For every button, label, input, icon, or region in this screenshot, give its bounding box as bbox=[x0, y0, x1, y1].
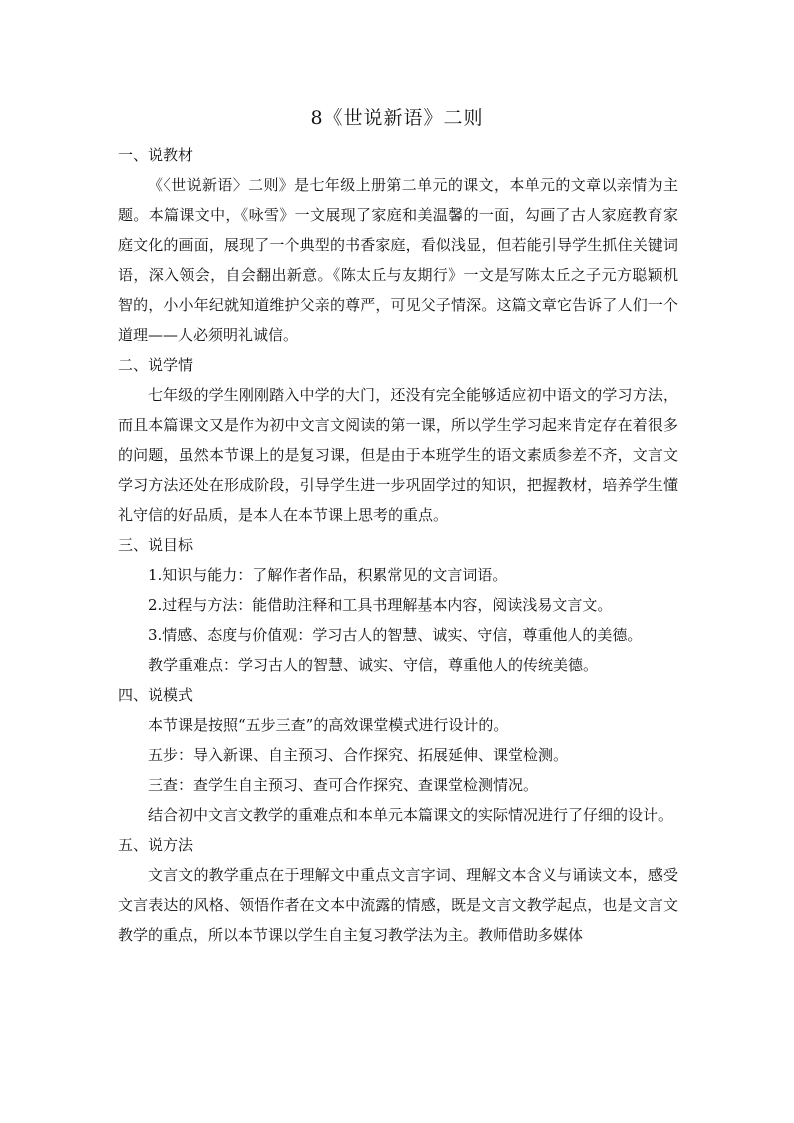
document-body bbox=[118, 140, 678, 950]
mode-item: 五步：导入新课、自主预习、合作探究、拓展延伸、课堂检测。 bbox=[148, 746, 569, 764]
objective-item: 1.知识与能力：了解作者作品，积累常见的文言词语。 bbox=[148, 566, 508, 584]
mode-item: 三查：查学生自主预习、查可合作探究、查课堂检测情况。 bbox=[148, 776, 539, 794]
section-heading-methods: 五、说方法 bbox=[118, 836, 194, 854]
objective-item: 3.情感、态度与价值观：学习古人的智慧、诚实、守信，尊重他人的美德。 bbox=[148, 626, 643, 644]
document-title: 8《世说新语》二则 bbox=[310, 107, 484, 129]
section-heading-teaching-material: 一、说教材 bbox=[118, 146, 194, 164]
key-difficulty-line: 教学重难点：学习古人的智慧、诚实、守信，尊重他人的传统美德。 bbox=[148, 656, 599, 674]
mode-item: 本节课是按照“五步三查”的高效课堂模式进行设计的。 bbox=[148, 716, 509, 734]
section-heading-mode: 四、说模式 bbox=[118, 686, 194, 704]
section-heading-objectives: 三、说目标 bbox=[118, 536, 194, 554]
section-paragraph: 《〈世说新语〉二则》是七年级上册第二单元的课文，本单元的文章以亲情为主题。本篇课文中，《咏雪》一文展现了家庭和美温馨的一面，勾画了古人家庭教育家庭文化的画面，展现了一个典型的书香家庭，看似浅显，但若能引导学生抓住关键词语，深入领会，自会翻出新意。《陈太丘与友期行》一文是写陈太丘之子元方聪颖机智的，小小年纪就知道维护父亲的尊严，可见父子情深。这篇文章它告诉了人们一个道理——人必须明礼诚信。 bbox=[118, 176, 678, 344]
section-paragraph: 结合初中文言文教学的重难点和本单元本篇课文的实际情况进行了仔细的设计。 bbox=[148, 806, 674, 824]
section-paragraph: 文言文的教学重点在于理解文中重点文言字词、理解文本含义与诵读文本，感受文言表达的风格、领悟作者在文本中流露的情感，既是文言文教学起点，也是文言文教学的重点，所以本节课以学生自主复习教学法为主。教师借助多媒体 bbox=[118, 866, 678, 944]
objective-item: 2.过程与方法：能借助注释和工具书理解基本内容，阅读浅易文言文。 bbox=[148, 596, 613, 614]
section-paragraph: 七年级的学生刚刚踏入中学的大门，还没有完全能够适应初中语文的学习方法，而且本篇课文又是作为初中文言文阅读的第一课，所以学生学习起来肯定存在着很多的问题，虽然本节课上的是复习课，但是由于本班学生的语文素质参差不齐，文言文学习方法还处在形成阶段，引导学生进一步巩固学过的知识，把握教材，培养学生懂礼守信的好品质，是本人在本节课上思考的重点。 bbox=[118, 386, 678, 524]
section-heading-student-situation: 二、说学情 bbox=[118, 356, 194, 374]
